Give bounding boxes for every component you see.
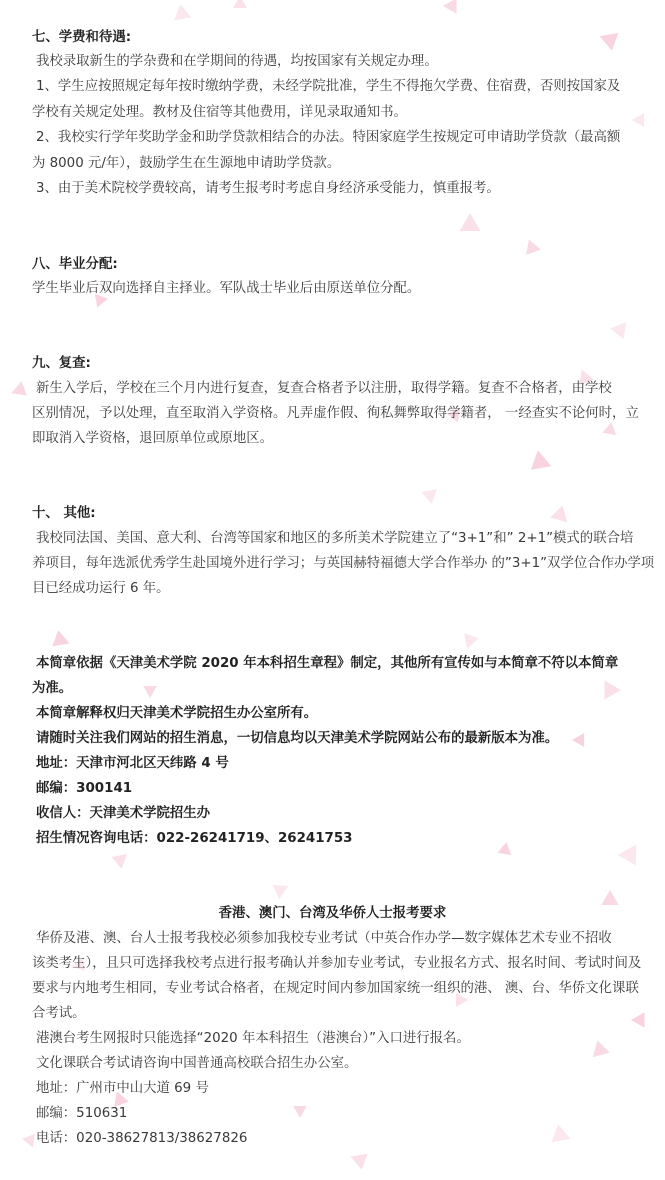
- section-heading-other: 十、 其他:: [32, 506, 96, 521]
- paragraph-line: 华侨及港、澳、台人士报考我校必须参加我校专业考试（中英合作办学—数字媒体艺术专业不招收: [36, 931, 612, 946]
- paragraph-line: 该类考生），且只可选择我校考点进行报考确认并参加专业考试，专业报名方式、报名时间、考试时间及: [32, 956, 642, 971]
- statement-line: 本简章依据《天津美术学院 2020 年本科招生章程》制定，其他所有宣传如与本简章不符以本简章: [36, 656, 619, 671]
- paragraph-line: 目已经成功运行 6 年。: [32, 581, 170, 596]
- paragraph-line: 港澳台考生网报时只能选择“2020 年本科招生（港澳台）”入口进行报名。: [36, 1031, 470, 1046]
- paragraph-line: 养项目，每年选派优秀学生赴国境外进行学习；与英国赫特福德大学合作举办 的”3+1”双学位合作办学项: [32, 556, 655, 571]
- paragraph-line: 区别情况，予以处理，直至取消入学资格。凡弄虚作假、徇私舞弊取得学籍者， 一经查实不论何时，立: [32, 406, 639, 421]
- hk-postcode: 邮编：510631: [36, 1106, 128, 1121]
- paragraph-line: 3、由于美术院校学费较高，请考生报考时考虑自身经济承受能力，慎重报考。: [36, 181, 500, 196]
- statement-phone: 招生情况咨询电话：022-26241719、26241753: [36, 831, 353, 846]
- statement-line: 本简章解释权归天津美术学院招生办公室所有。: [36, 706, 318, 721]
- paragraph-line: 我校同法国、美国、意大利、台湾等国家和地区的多所美术学院建立了“3+1”和” 2+1”模式的联合培: [36, 531, 634, 546]
- paragraph-line: 为 8000 元/年），鼓励学生在生源地申请助学贷款。: [32, 156, 341, 171]
- statement-recipient: 收信人：天津美术学院招生办: [36, 806, 211, 821]
- paragraph-line: 学校有关规定处理。教材及住宿等其他费用，详见录取通知书。: [32, 105, 407, 120]
- paragraph-line: 即取消入学资格，退回原单位或原地区。: [32, 431, 274, 446]
- section-heading-review: 九、复查:: [32, 356, 91, 371]
- paragraph-line: 2、我校实行学年奖助学金和助学贷款相结合的办法。特困家庭学生按规定可申请助学贷款（最高额: [36, 130, 621, 145]
- statement-line: 请随时关注我们网站的招生消息，一切信息均以天津美术学院网站公布的最新版本为准。: [36, 731, 559, 746]
- statement-postcode: 邮编：300141: [36, 781, 133, 796]
- hk-macao-title: 香港、澳门、台湾及华侨人士报考要求: [218, 906, 447, 921]
- paragraph-line: 合考试。: [32, 1006, 86, 1021]
- statement-line: 为准。: [32, 681, 73, 696]
- paragraph-line: 文化课联合考试请咨询中国普通高校联合招生办公室。: [36, 1056, 358, 1071]
- paragraph-line: 学生毕业后双向选择自主择业。军队战士毕业后由原送单位分配。: [32, 281, 421, 296]
- paragraph-line: 我校录取新生的学杂费和在学期间的待遇，均按国家有关规定办理。: [36, 54, 438, 69]
- paragraph-line: 新生入学后，学校在三个月内进行复查，复查合格者予以注册，取得学籍。复查不合格者，由学校: [36, 381, 612, 396]
- paragraph-line: 要求与内地考生相同，专业考试合格者，在规定时间内参加国家统一组织的港、 澳、台、华侨文化课联: [32, 981, 639, 996]
- statement-address: 地址：天津市河北区天纬路 4 号: [36, 756, 229, 771]
- hk-phone: 电话：020-38627813/38627826: [36, 1131, 248, 1146]
- section-heading-employment: 八、毕业分配:: [32, 257, 118, 272]
- section-heading-tuition: 七、学费和待遇:: [32, 30, 132, 45]
- hk-address: 地址：广州市中山大道 69 号: [36, 1081, 209, 1096]
- paragraph-line: 1、学生应按照规定每年按时缴纳学费，未经学院批准，学生不得拖欠学费、住宿费，否则按国家及: [36, 79, 621, 94]
